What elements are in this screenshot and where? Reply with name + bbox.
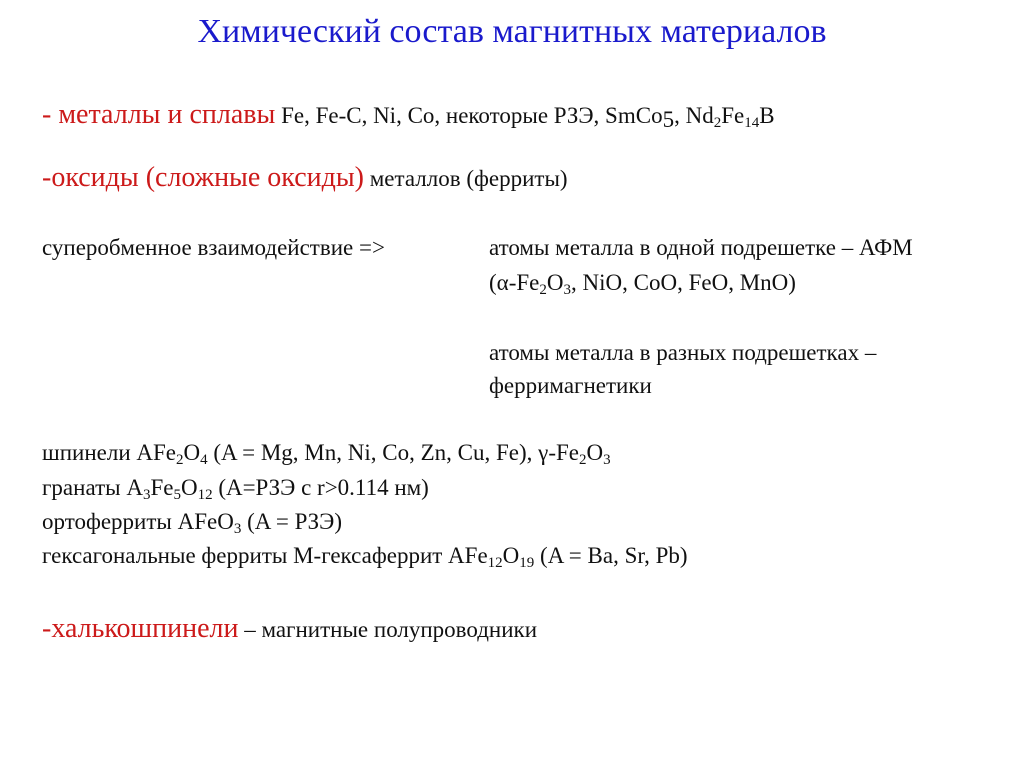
hexaferrites-text: гексагональные ферриты М-гексаферрит AFe (42, 543, 488, 568)
metals-sub: 14 (744, 115, 760, 131)
metals-text: Fe, Fe-C, Ni, Co, некоторые РЗЭ, SmCo (275, 103, 663, 128)
gamma-symbol: γ (538, 440, 549, 465)
ferri-line-1: атомы металла в разных подрешетках – (489, 340, 877, 365)
afm-text: ( (489, 270, 497, 295)
orthoferrites-sub: 3 (233, 521, 242, 537)
afm-text: -Fe (508, 270, 540, 295)
metals-text: , Nd (674, 103, 714, 128)
alpha-symbol: α (496, 270, 509, 295)
garnets-text: Fe (150, 475, 174, 500)
chalco-line (42, 614, 537, 648)
spinels-text: O (586, 440, 604, 465)
spinels-text: шпинели AFe (42, 440, 176, 465)
oxides-label: -оксиды (сложные оксиды) (42, 162, 364, 193)
oxides-text: металлов (ферриты) (364, 166, 568, 191)
garnets-sub: 12 (197, 487, 213, 503)
spinels-text: -Fe (548, 440, 579, 465)
spinels-sub: 3 (603, 452, 611, 468)
hexaferrites-line (42, 541, 688, 571)
garnets-sub: 5 (173, 487, 181, 503)
orthoferrites-text: (A = РЗЭ) (241, 509, 343, 534)
afm-line: атомы металла в одной подрешетке – АФМ (489, 235, 913, 260)
hexaferrites-text: (A = Ba, Sr, Pb) (534, 543, 688, 568)
afm-sub: 3 (563, 282, 572, 298)
chalco-text: – магнитные полупроводники (238, 617, 538, 642)
chalco-label: -халькошпинели (42, 613, 239, 644)
afm-sub: 2 (539, 282, 547, 298)
spinels-text: (A = Mg, Mn, Ni, Co, Zn, Cu, Fe), (207, 440, 539, 465)
garnets-text: гранаты A (42, 475, 143, 500)
hexaferrites-text: O (502, 543, 520, 568)
afm-text: O (546, 270, 564, 295)
garnets-sub: 3 (142, 487, 151, 503)
garnets-text: O (180, 475, 198, 500)
spinels-text: O (183, 440, 201, 465)
hexaferrites-sub: 19 (519, 555, 535, 571)
superexchange-label: суперобменное взаимодействие => (42, 235, 385, 260)
metals-line (42, 100, 775, 134)
garnets-text: (A=РЗЭ с r>0.114 нм) (212, 475, 429, 500)
afm-text: , NiO, CoO, FeO, MnO) (571, 270, 796, 295)
oxides-line (42, 163, 568, 197)
ferri-line-2: ферримагнетики (489, 373, 652, 398)
spinels-sub: 2 (578, 452, 587, 468)
metals-sub: 5 (662, 107, 675, 132)
hexaferrites-sub: 12 (487, 555, 503, 571)
metals-text: B (759, 103, 775, 128)
garnets-line (42, 473, 429, 503)
spinels-sub: 4 (200, 452, 208, 468)
orthoferrites-text: ортоферриты AFeO (42, 509, 234, 534)
spinels-sub: 2 (176, 452, 184, 468)
afm-examples (489, 268, 796, 298)
metals-text: Fe (721, 103, 745, 128)
metals-label: - металлы и сплавы (42, 99, 276, 130)
slide-title: Химический состав магнитных материалов (197, 13, 827, 50)
metals-sub: 2 (713, 115, 722, 131)
orthoferrites-line (42, 507, 342, 537)
spinels-line (42, 438, 611, 468)
